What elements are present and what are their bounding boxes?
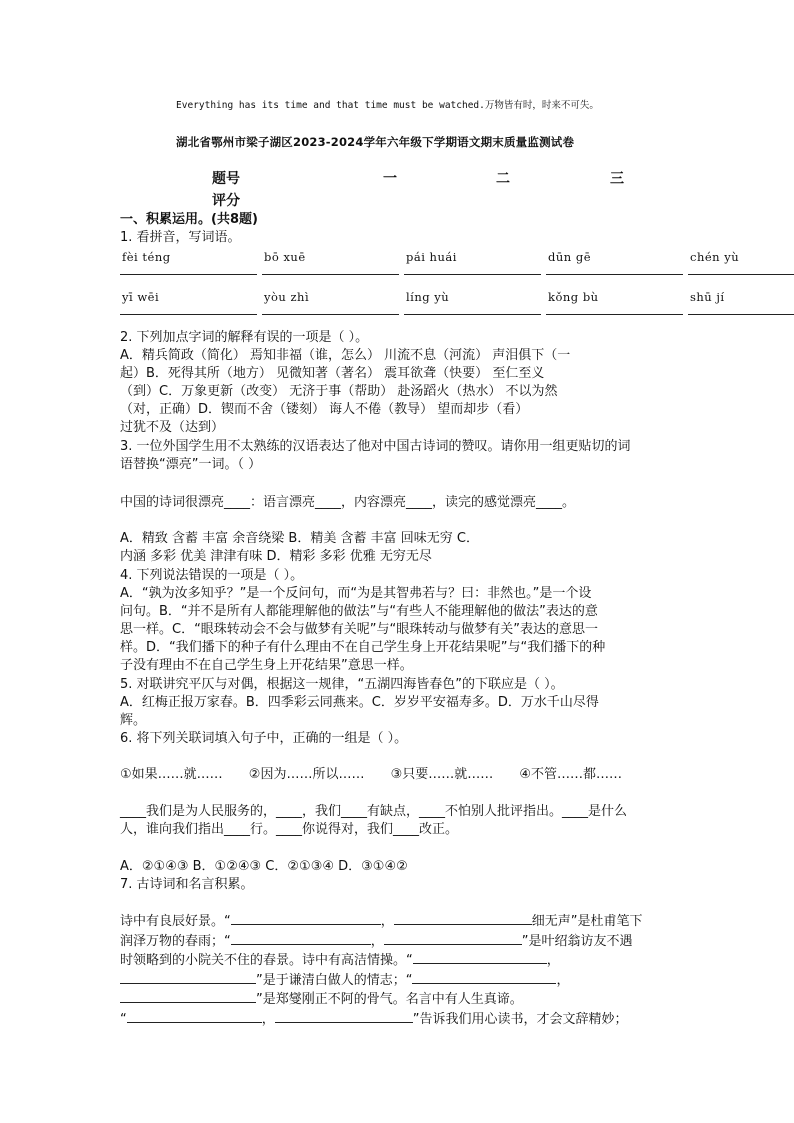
score-table xyxy=(212,168,652,210)
score-table-row1-label: 题号 xyxy=(212,171,240,187)
q5-line: 辉。 xyxy=(120,713,147,728)
q4-prompt: 4. 下列说法错误的一项是（ ）。 xyxy=(120,568,304,583)
question-5 xyxy=(120,676,675,748)
q4-line: 样。D．“我们播下的种子有什么理由不在自己学生身上开花结果呢”与“我们播下的种 xyxy=(120,640,606,655)
q1-prompt: 1. 看拼音，写词语。 xyxy=(120,230,241,245)
answer-line[interactable] xyxy=(404,314,541,315)
q6-sentence-cont: 人，谁向我们指出____行。____你说得对，我们____改正。 xyxy=(120,822,459,837)
q7-text: ”是于谦清白做人的情志；“ xyxy=(256,972,413,988)
q3-prompt-cont: 语替换“漂亮”一词。（ ） xyxy=(120,457,262,472)
q6-sentence: ____我们是为人民服务的，____，我们____有缺点，____不怕别人批评指出。____是什么 xyxy=(120,804,628,819)
answer-blank[interactable] xyxy=(120,971,256,984)
pinyin-item: líng yù xyxy=(406,290,450,304)
pinyin-item: yī wēi xyxy=(122,290,160,304)
q3-options-cont: 内涵 多彩 优美 津津有味 D．精彩 多彩 优雅 无穷无尽 xyxy=(120,549,432,564)
q7-text: 时领略到的小院关不住的春景。诗中有高洁情操。“ xyxy=(120,953,413,968)
score-table-col-1: 一 xyxy=(383,171,397,187)
answer-blank[interactable] xyxy=(384,932,522,945)
q5-line: A．红梅正报万家春。B．四季彩云同燕来。C．岁岁平安福寿多。D．万水千山尽得 xyxy=(120,695,599,710)
q7-text: 细无声”是杜甫笔下 xyxy=(531,914,643,929)
answer-line[interactable] xyxy=(688,314,794,315)
answer-line[interactable] xyxy=(262,314,399,315)
q4-line: A．“孰为汝多知乎？”是一个反问句，而“为是其智弗若与？曰：非然也。”是一个设 xyxy=(120,586,592,601)
answer-blank[interactable] xyxy=(275,1010,413,1023)
q5-prompt: 5. 对联讲究平仄与对偶，根据这一规律，“五湖四海皆春色”的下联应是（ ）。 xyxy=(120,677,564,692)
q6-choice: ③只要……就…… xyxy=(390,767,494,782)
q3-options: A．精致 含蓄 丰富 余音绕梁 B．精美 含蓄 丰富 回味无穷 C． xyxy=(120,531,479,546)
pinyin-item: shū jí xyxy=(690,290,725,304)
q7-prompt: 7. 古诗词和名言积累。 xyxy=(120,877,254,892)
answer-blank[interactable] xyxy=(231,932,371,945)
q7-text: 润泽万物的春雨；“ xyxy=(120,933,231,949)
q6-choice: ①如果……就…… xyxy=(120,767,223,782)
pinyin-item: chén yù xyxy=(690,250,740,264)
question-7 xyxy=(120,912,675,1029)
q7-text: ， xyxy=(370,933,384,949)
q4-line: 子没有理由不在自己学生身上开花结果”意思一样。 xyxy=(120,658,413,673)
q4-line: 问句。B．“并不是所有人都能理解他的做法”与“有些人不能理解他的做法”表达的意 xyxy=(120,604,598,619)
q3-prompt: 3. 一位外国学生用不太熟练的汉语表达了他对中国古诗词的赞叹。请你用一组更贴切的词 xyxy=(120,439,631,454)
q7-text: 诗中有良辰好景。“ xyxy=(120,914,231,929)
answer-line[interactable] xyxy=(120,314,257,315)
pinyin-item: dūn gē xyxy=(548,250,591,264)
exam-title: 湖北省鄂州市梁子湖区2023-2024学年六年级下学期语文期末质量监测试卷 xyxy=(176,135,575,149)
question-6-choices xyxy=(120,766,675,784)
answer-line[interactable] xyxy=(120,274,257,275)
q2-line: （对，正确）D．锲而不舍（镂刻） 诲人不倦（教导） 望而却步（看） xyxy=(120,402,529,417)
pinyin-row-2 xyxy=(120,290,794,330)
q6-choice: ②因为……所以…… xyxy=(248,767,365,782)
q6-options: A．②①④③ B．①②④③ C．②①③④ D．③①④② xyxy=(120,859,408,874)
question-2 xyxy=(120,329,675,437)
q7-text: ， xyxy=(556,972,570,988)
q2-line: （到）C．万象更新（改变） 无济于事（帮助） 赴汤蹈火（热水） 不以为然 xyxy=(120,384,558,399)
answer-blank[interactable] xyxy=(394,912,532,925)
pinyin-item: yòu zhì xyxy=(264,290,310,304)
answer-line[interactable] xyxy=(688,274,794,275)
pinyin-row-1 xyxy=(120,250,794,290)
q2-line: A．精兵简政（简化） 焉知非福（谁，怎么） 川流不息（河流） 声泪俱下（一 xyxy=(120,348,571,363)
question-3 xyxy=(120,438,675,474)
answer-line[interactable] xyxy=(546,274,683,275)
answer-blank[interactable] xyxy=(127,1010,262,1023)
answer-line[interactable] xyxy=(262,274,399,275)
section-heading: 一、积累运用。(共8题) xyxy=(120,212,258,227)
score-table-row2-label: 评分 xyxy=(212,193,240,209)
answer-line[interactable] xyxy=(404,274,541,275)
q2-line: 起）B．死得其所（地方） 见微知著（著名） 震耳欲聋（快要） 至仁至义 xyxy=(120,366,545,381)
q7-text: ”是叶绍翁访友不遇 xyxy=(521,933,633,949)
pinyin-item: pái huái xyxy=(406,250,457,264)
score-table-col-3: 三 xyxy=(610,171,624,187)
q2-prompt: 2. 下列加点字词的解释有误的一项是（ ）。 xyxy=(120,330,369,345)
q7-text: ， xyxy=(380,914,394,929)
pinyin-item: bō xuē xyxy=(264,250,306,264)
q6-choice: ④不管……都…… xyxy=(519,767,623,782)
score-table-col-2: 二 xyxy=(496,171,510,187)
answer-blank[interactable] xyxy=(231,912,381,925)
q2-line: 过犹不及（达到） xyxy=(120,420,225,435)
question-4 xyxy=(120,567,675,675)
q7-text: ， xyxy=(546,953,560,968)
q6-prompt: 6. 将下列关联词填入句子中，正确的一组是（ ）。 xyxy=(120,731,408,746)
answer-blank[interactable] xyxy=(120,990,256,1003)
pinyin-item: kǒng bù xyxy=(548,290,599,304)
q3-sentence: 中国的诗词很漂亮____：语言漂亮____，内容漂亮____，读完的感觉漂亮____。 xyxy=(120,495,576,510)
motto: Everything has its time and that time must be watched.万物皆有时，时来不可失。 xyxy=(176,100,599,111)
q4-line: 思一样。C．“眼珠转动会不会与做梦有关呢”与“眼珠转动与做梦有关”表达的意思一 xyxy=(120,622,599,637)
answer-blank[interactable] xyxy=(412,971,556,984)
q7-text: ， xyxy=(261,1011,275,1027)
pinyin-item: fèi téng xyxy=(122,250,171,264)
q7-text: “ xyxy=(120,1011,127,1027)
answer-line[interactable] xyxy=(546,314,683,315)
q7-text: ”告诉我们用心读书，才会文辞精妙； xyxy=(412,1011,628,1027)
answer-blank[interactable] xyxy=(413,951,547,964)
q7-text: ”是郑燮刚正不阿的骨气。名言中有人生真谛。 xyxy=(256,992,523,1007)
